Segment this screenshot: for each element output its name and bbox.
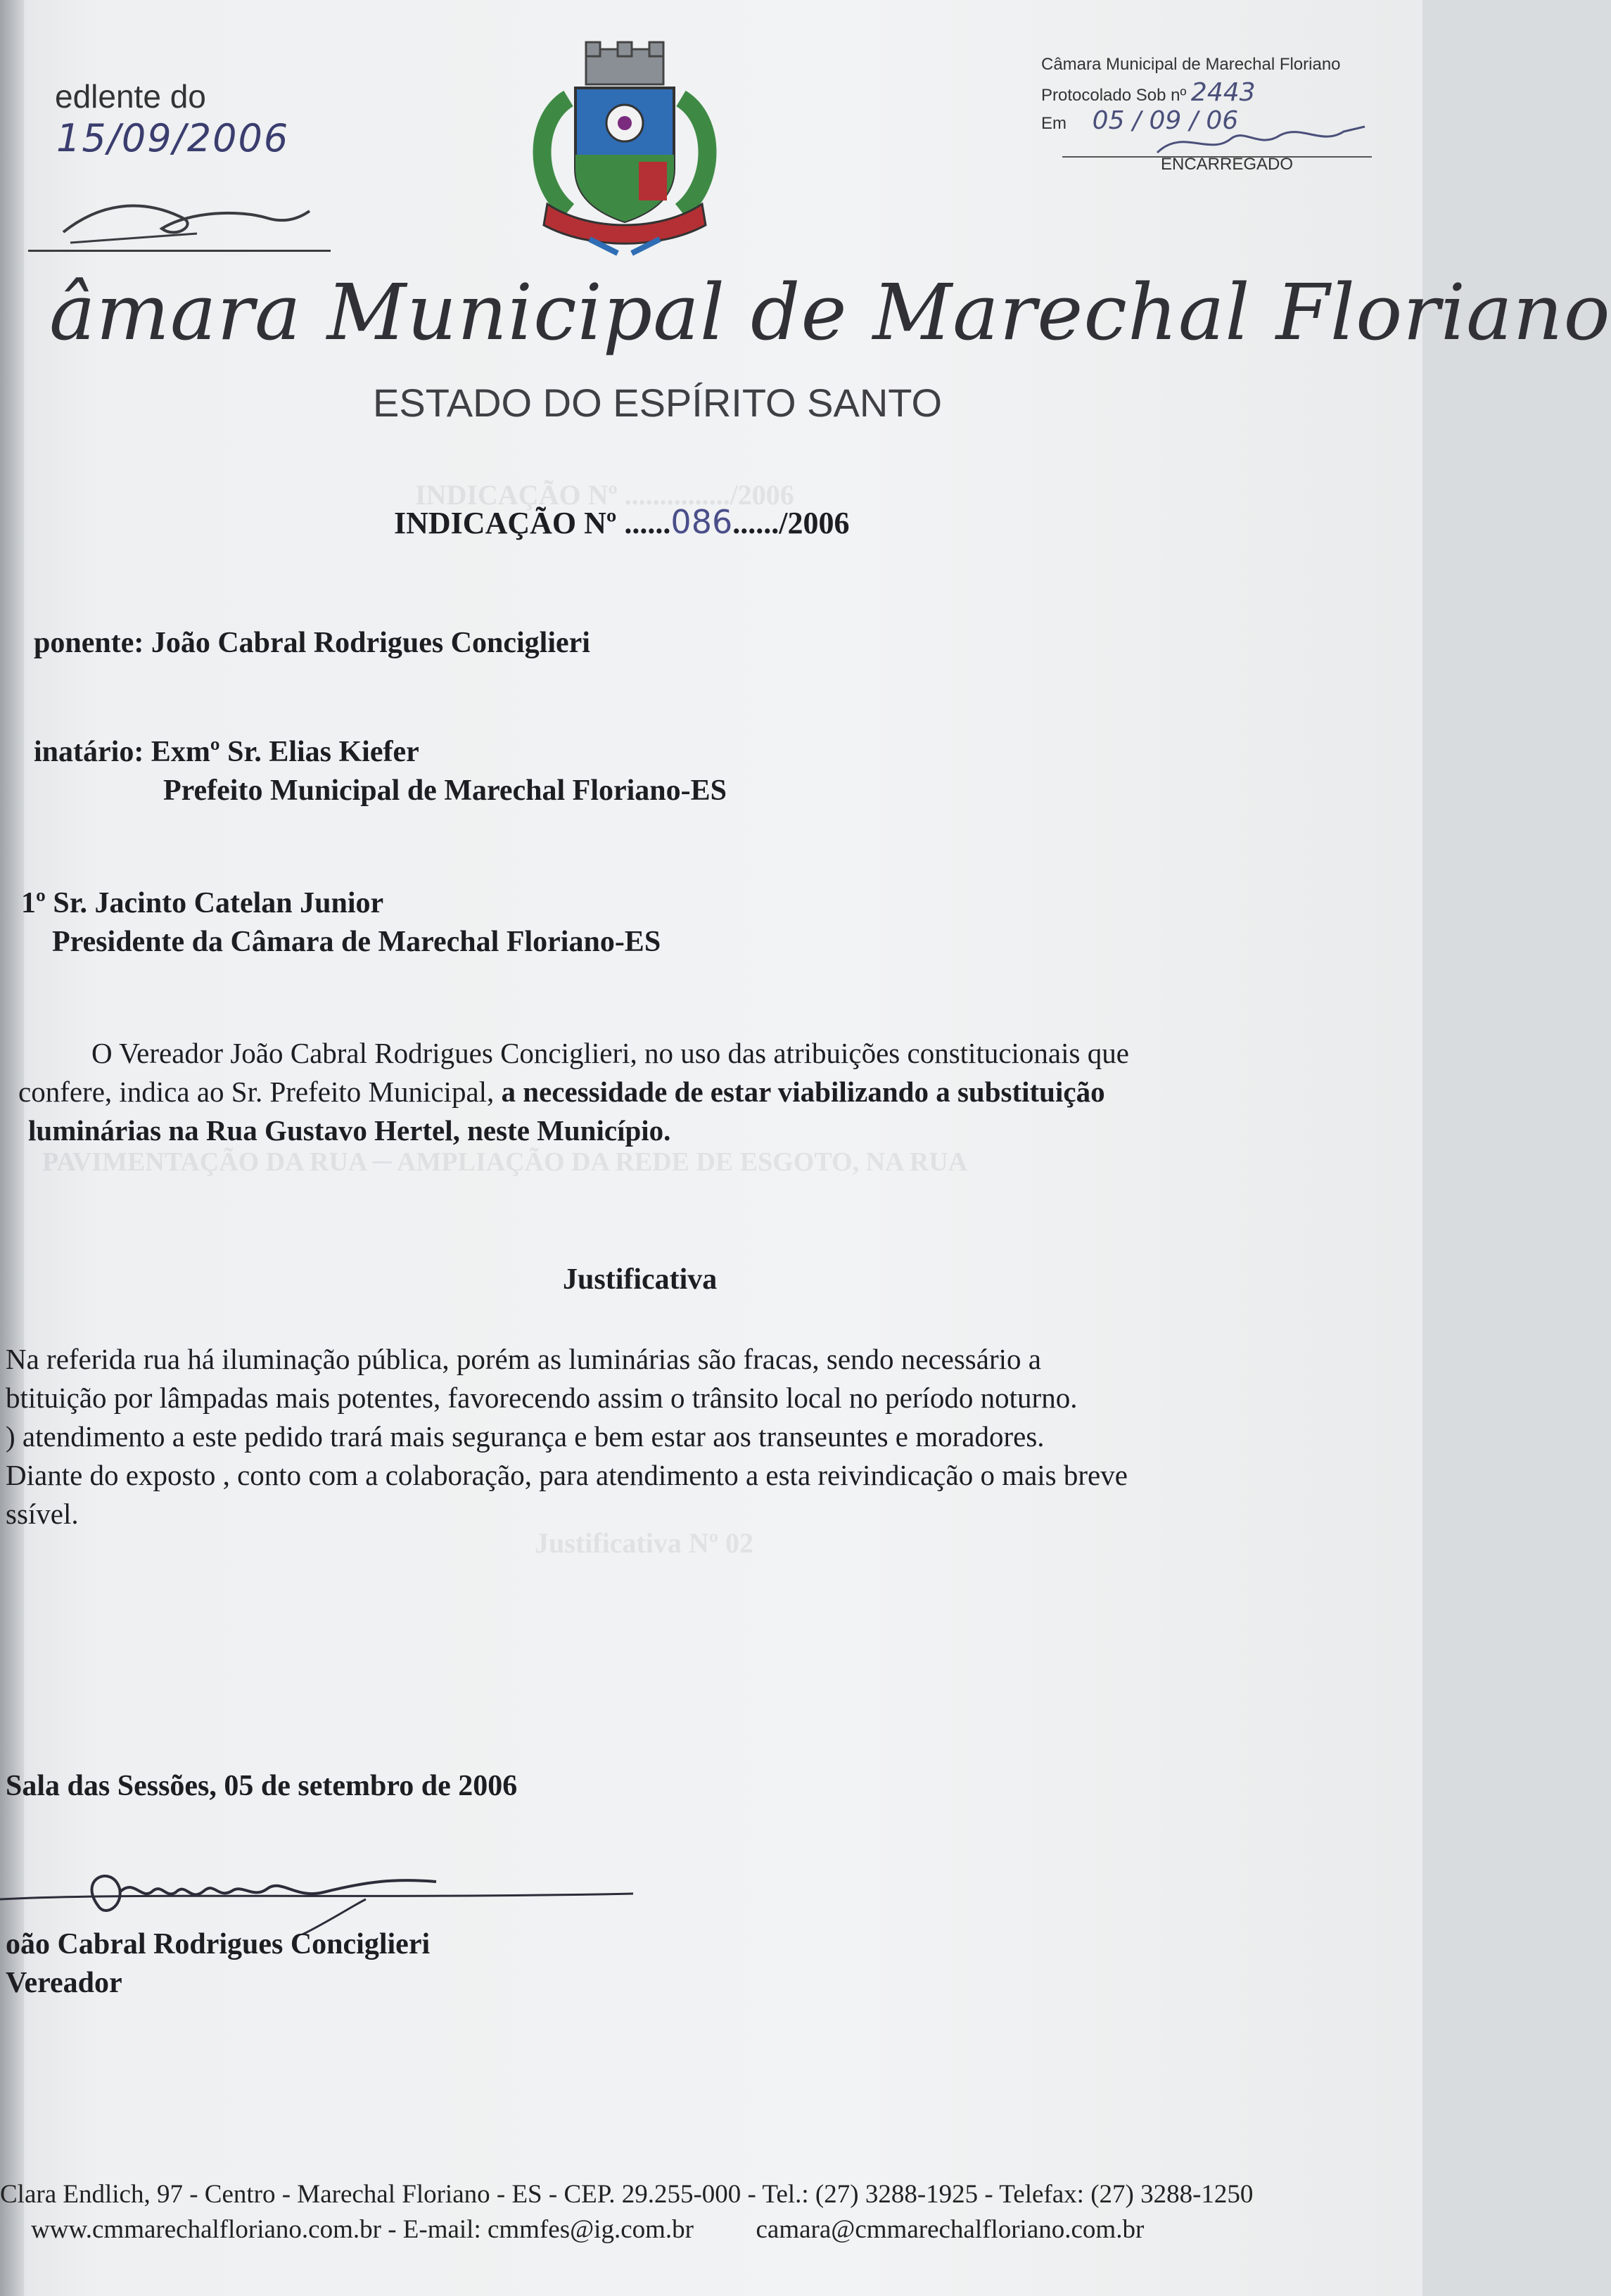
reception-stamp-date: 15/09/2006	[56, 116, 290, 160]
signer-name: oão Cabral Rodrigues Conciglieri	[6, 1928, 431, 1960]
show-through-text: PAVIMENTAÇÃO DA RUA ─ AMPLIAÇÃO DA REDE DE ESGOTO, NA RUA	[42, 1147, 968, 1177]
justification-line-5: ssível.	[6, 1498, 79, 1530]
municipal-coat-of-arms	[526, 42, 723, 253]
signer-role: Vereador	[6, 1967, 122, 1999]
protocol-stamp	[1041, 51, 1393, 174]
reception-stamp-underline	[28, 250, 331, 252]
protocol-stamp-date-label: Em	[1041, 114, 1066, 133]
indication-label: INDICAÇÃO Nº	[394, 506, 617, 540]
recipient-title: Prefeito Municipal de Marechal Floriano-ES	[163, 774, 727, 807]
copy-recipient-title: Presidente da Câmara de Marechal Floriano-ES	[52, 926, 661, 958]
indication-dots: ......	[732, 506, 779, 540]
footer-address: Clara Endlich, 97 - Centro - Marechal Floriano - ES - CEP. 29.255-000 - Tel.: (27) 3288-1925 - Telefax: (27) 3288-1250	[0, 2180, 1254, 2209]
indication-dots: ......	[624, 506, 671, 540]
justification-line-2: btituição por lâmpadas mais potentes, favorecendo assim o trânsito local no período noturno.	[6, 1382, 1078, 1414]
show-through-text: Justificativa Nº 02	[535, 1527, 753, 1559]
show-through-text: INDICAÇÃO Nº .............../2006	[415, 479, 794, 511]
justification-line-4: Diante do exposto , conto com a colaboração, para atendimento a esta reivindicação o mais breve	[6, 1459, 1128, 1491]
protocol-stamp-role: ENCARREGADO	[1161, 155, 1294, 174]
copy-recipient-line: 1º Sr. Jacinto Catelan Junior	[21, 887, 384, 919]
body-line-1: O Vereador João Cabral Rodrigues Conciglieri, no uso das atribuições constitucionais que	[91, 1037, 1129, 1069]
footer-contacts: www.cmmarechalfloriano.com.br - E-mail: cmmfes@ig.com.br camara@cmmarechalfloriano.com.br	[31, 2215, 1145, 2244]
justification-heading: Justificativa	[563, 1263, 718, 1296]
indication-number: 086	[670, 503, 733, 541]
session-date: Sala das Sessões, 05 de setembro de 2006	[6, 1770, 518, 1802]
footer-email-2: camara@cmmarechalfloriano.com.br	[756, 2215, 1145, 2244]
justification-line-1: Na referida rua há iluminação pública, porém as luminárias são fracas, sendo necessário a	[6, 1343, 1041, 1375]
protocol-stamp-title: Câmara Municipal de Marechal Floriano	[1041, 55, 1341, 74]
chamber-title: âmara Municipal de Marechal Floriano	[49, 267, 1611, 357]
state-subtitle: ESTADO DO ESPÍRITO SANTO	[373, 381, 943, 425]
proponent-line: ponente: João Cabral Rodrigues Conciglieri	[34, 627, 590, 659]
recipient-line: inatário: Exmº Sr. Elias Kiefer	[34, 736, 419, 768]
protocol-number: 2443	[1190, 78, 1256, 107]
body-line-3: luminárias na Rua Gustavo Hertel, neste Município.	[28, 1114, 671, 1147]
body-line-2-text: confere, indica ao Sr. Prefeito Municipal,	[18, 1076, 502, 1108]
body-line-2-bold: a necessidade de estar viabilizando a substituição	[501, 1076, 1105, 1108]
footer-website: www.cmmarechalfloriano.com.br	[31, 2215, 381, 2244]
body-line-2	[18, 1073, 1105, 1111]
indication-number-heading	[394, 503, 849, 541]
protocol-stamp-number-label: Protocolado Sob nº	[1041, 86, 1187, 105]
protocol-date: 05 / 09 / 06	[1092, 106, 1239, 135]
footer-email-1: E-mail: cmmfes@ig.com.br	[402, 2215, 694, 2244]
justification-line-3: ) atendimento a este pedido trará mais segurança e bem estar aos transeuntes e moradores.	[6, 1420, 1045, 1453]
protocol-stamp-number-row	[1041, 79, 1393, 107]
reception-stamp-signature	[56, 190, 324, 253]
reception-stamp-label: edlente do	[55, 78, 206, 115]
indication-year: /2006	[779, 506, 850, 540]
